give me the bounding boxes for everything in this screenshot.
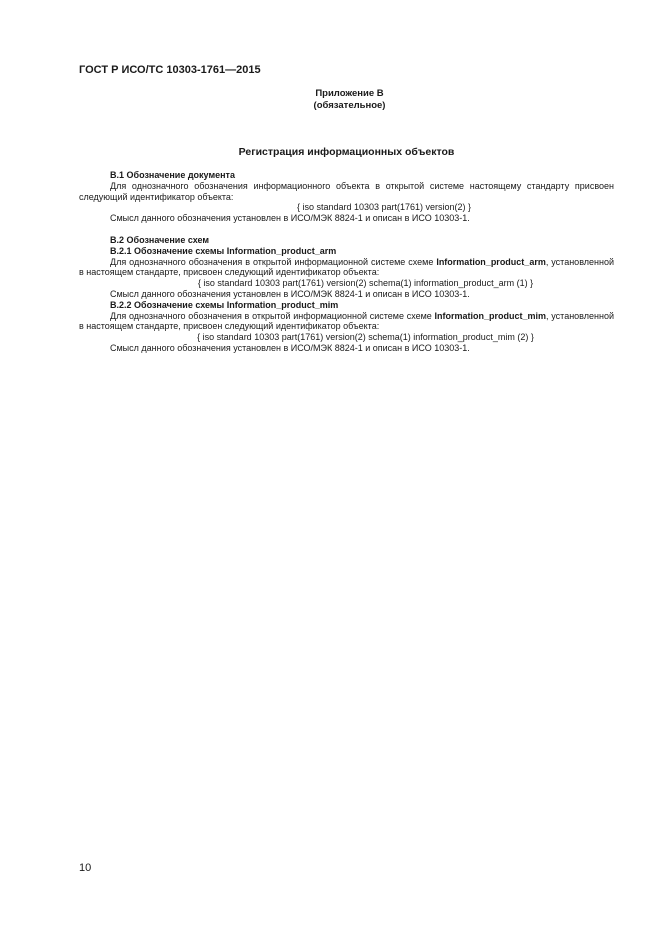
b1-heading: В.1 Обозначение документа — [110, 170, 235, 180]
annex-title: Приложение В — [315, 88, 384, 99]
b21-meaning: Смысл данного обозначения установлен в ИСО/МЭК 8824-1 и описан в ИСО 10303-1. — [110, 288, 470, 299]
b1-paragraph: Для однозначного обозначения информационного объекта в открытой системе настоящему стандарту присвоен следующий идентификатор объекта: — [79, 180, 614, 202]
b21-identifier: { iso standard 10303 part(1761) version(2) schema(1) information_product_arm (1) } — [197, 278, 534, 289]
b22-identifier: { iso standard 10303 part(1761) version(2) schema(1) information_product_mim (2) } — [197, 332, 534, 343]
document-body — [79, 170, 614, 354]
b21-heading: В.2.1 Обозначение схемы Information_product_arm — [110, 245, 337, 256]
section-title: Регистрация информационных объектов — [238, 146, 455, 158]
b1-identifier: { iso standard 10303 part(1761) version(2) } — [296, 202, 472, 213]
b1-meaning: Смысл данного обозначения установлен в ИСО/МЭК 8824-1 и описан в ИСО 10303-1. — [110, 213, 470, 224]
b22-heading: В.2.2 Обозначение схемы Information_product_mim — [110, 299, 339, 310]
b21-paragraph: Для однозначного обозначения в открытой информационной системе схеме Information_product_arm, установленной в настоящем стандарте, присвоен следующий идентификатор объекта: — [79, 256, 614, 278]
annex-heading — [0, 88, 661, 112]
annex-subtitle: (обязательное) — [313, 100, 386, 111]
b22-meaning: Смысл данного обозначения установлен в ИСО/МЭК 8824-1 и описан в ИСО 10303-1. — [110, 342, 470, 353]
b2-heading: В.2 Обозначение схем — [110, 234, 210, 245]
b22-paragraph: Для однозначного обозначения в открытой информационной системе схеме Information_product_mim, установленной в настоящем стандарте, присвоен следующий идентификатор объекта: — [79, 310, 614, 332]
page-number: 10 — [79, 862, 92, 874]
standard-header: ГОСТ Р ИСО/ТС 10303-1761—2015 — [79, 64, 261, 76]
